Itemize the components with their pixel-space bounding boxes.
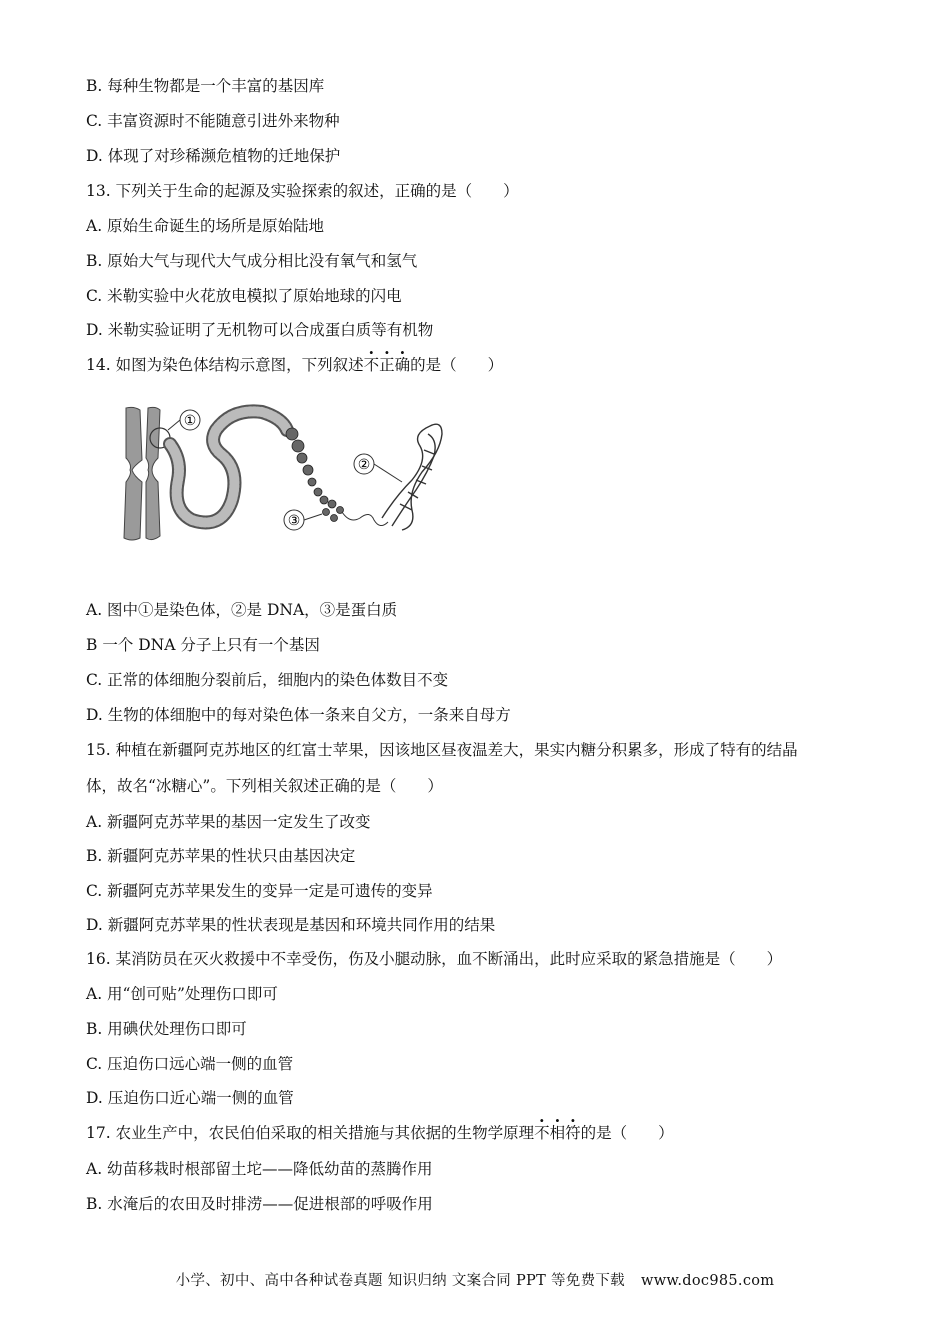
- question-16: 16. 某消防员在灭火救援中不幸受伤，伤及小腿动脉，血不断涌出，此时应采取的紧急措施是（ ）: [86, 950, 783, 968]
- q14-option-a: A. 图中①是染色体，②是 DNA，③是蛋白质: [86, 601, 398, 619]
- emphasis-char: 正: [379, 356, 395, 374]
- q13-option-c: C. 米勒实验中火花放电模拟了原始地球的闪电: [86, 287, 402, 305]
- q16-option-d: D. 压迫伤口近心端一侧的血管: [86, 1089, 294, 1107]
- nucleosome-beads: [286, 428, 344, 522]
- q15-option-c: C. 新疆阿克苏苹果发生的变异一定是可遗传的变异: [86, 882, 433, 900]
- label-3: ③: [287, 513, 301, 529]
- footer-url[interactable]: www.doc985.com: [640, 1273, 775, 1289]
- emphasis-char: 相: [549, 1124, 566, 1142]
- label-2: ②: [357, 457, 371, 473]
- q16-option-b: B. 用碘伏处理伤口即可: [86, 1020, 247, 1038]
- q17-option-b: B. 水淹后的农田及时排涝——促进根部的呼吸作用: [86, 1195, 433, 1213]
- q14-option-d: D. 生物的体细胞中的每对染色体一条来自父方，一条来自母方: [86, 706, 511, 724]
- chromosome-shape: [124, 407, 160, 540]
- q14-text-post: 的是（ ）: [410, 356, 504, 374]
- page-footer: [0, 1269, 950, 1290]
- emphasis-char: 符: [565, 1124, 581, 1142]
- q15-option-d: D. 新疆阿克苏苹果的性状表现是基因和环境共同作用的结果: [86, 916, 496, 934]
- q14-text-pre: 14. 如图为染色体结构示意图，下列叙述: [86, 356, 364, 374]
- option-d-prev: D. 体现了对珍稀濒危植物的迁地保护: [86, 147, 341, 165]
- q14-option-b: B 一个 DNA 分子上只有一个基因: [86, 636, 320, 654]
- q13-option-d: D. 米勒实验证明了无机物可以合成蛋白质等有机物: [86, 321, 434, 339]
- footer-text: 小学、初中、高中各种试卷真题 知识归纳 文案合同 PPT 等免费下载: [175, 1273, 625, 1289]
- q16-option-a: A. 用“创可贴”处理伤口即可: [86, 985, 278, 1003]
- q16-option-c: C. 压迫伤口远心端一侧的血管: [86, 1055, 294, 1073]
- question-15-line2: 体，故名“冰糖心”。下列相关叙述正确的是（ ）: [86, 777, 443, 795]
- option-b-prev: B. 每种生物都是一个丰富的基因库: [86, 77, 325, 95]
- q17-option-a: A. 幼苗移栽时根部留土坨——降低幼苗的蒸腾作用: [86, 1160, 433, 1178]
- question-13: 13. 下列关于生命的起源及实验探索的叙述，正确的是（ ）: [86, 182, 519, 200]
- q13-option-b: B. 原始大气与现代大气成分相比没有氧气和氢气: [86, 252, 418, 270]
- q13-option-a: A. 原始生命诞生的场所是原始陆地: [86, 217, 325, 235]
- chromosome-structure-figure: [112, 400, 452, 550]
- option-c-prev: C. 丰富资源时不能随意引进外来物种: [86, 112, 340, 130]
- q15-option-a: A. 新疆阿克苏苹果的基因一定发生了改变: [86, 813, 371, 831]
- question-14: [86, 355, 503, 375]
- q15-option-b: B. 新疆阿克苏苹果的性状只由基因决定: [86, 847, 356, 865]
- emphasis-char: 不: [534, 1124, 550, 1142]
- question-17: [86, 1123, 674, 1143]
- q14-option-c: C. 正常的体细胞分裂前后，细胞内的染色体数目不变: [86, 671, 449, 689]
- dna-helix: [382, 424, 442, 530]
- label-1: ①: [183, 413, 197, 429]
- emphasis-char: 确: [394, 356, 411, 374]
- emphasis-char: 不: [363, 356, 380, 374]
- q17-text-post: 的是（ ）: [580, 1124, 674, 1142]
- question-15-line1: 15. 种植在新疆阿克苏地区的红富士苹果，因该地区昼夜温差大，果实内糖分积累多，形成了特有的结晶: [86, 741, 798, 759]
- q17-text-pre: 17. 农业生产中，农民伯伯采取的相关措施与其依据的生物学原理: [86, 1124, 535, 1142]
